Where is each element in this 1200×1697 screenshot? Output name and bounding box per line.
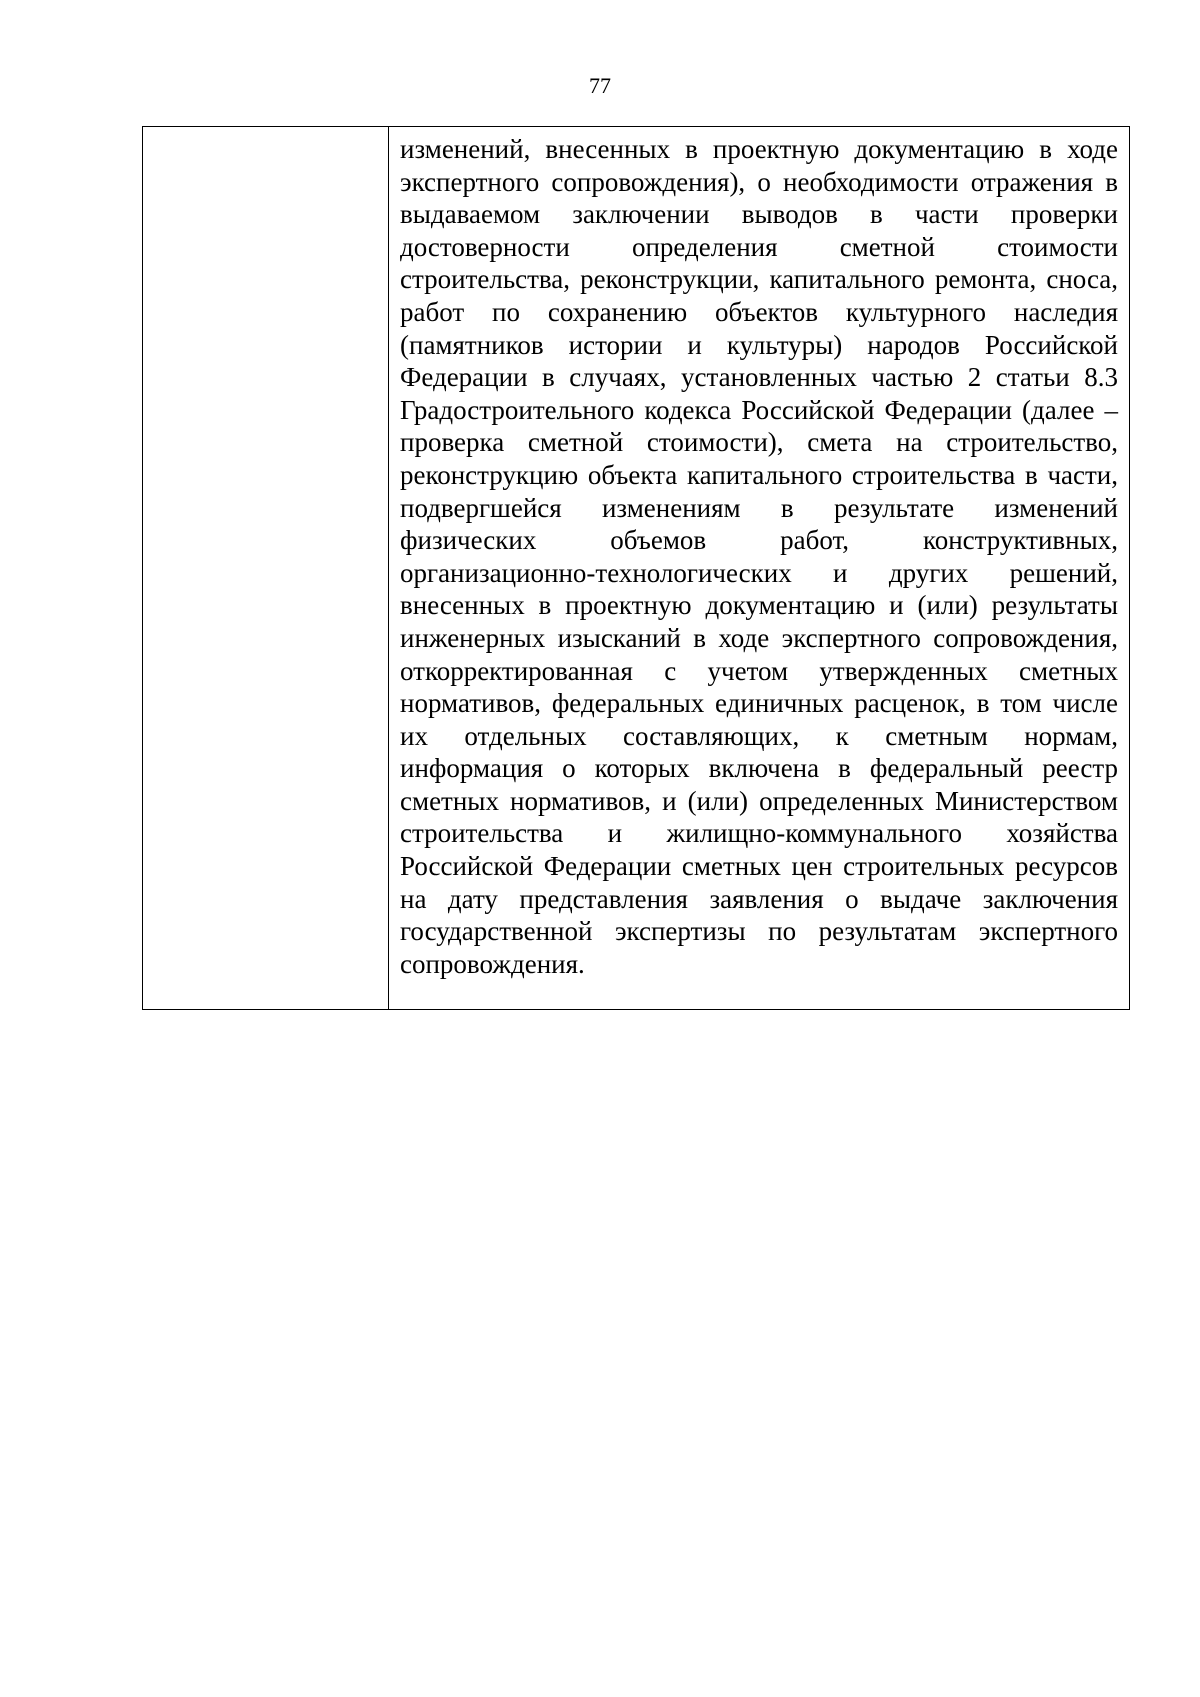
page-number: 77 xyxy=(589,73,611,98)
table-cell-right xyxy=(389,127,1129,1009)
table-cell-left xyxy=(143,127,389,1009)
cell-paragraph: изменений, внесенных в проектную документацию в ходе экспертного сопровождения), о необходимости отражения в выдаваемом заключении выводов в части проверки достоверности определения сметной стоимости строительства, реконструкции, капитального ремонта, сноса, работ по сохранению объектов культурного наследия (памятников истории и культуры) народов Российской Федерации в случаях, установленных частью 2 статьи 8.3 Градостроительного кодекса Российской Федерации (далее – проверка сметной стоимости), смета на строительство, реконструкцию объекта капитального строительства в части, подвергшейся изменениям в результате изменений физических объемов работ, конструктивных, организационно-технологических и других решений, внесенных в проектную документацию и (или) результаты инженерных изысканий в ходе экспертного сопровождения, откорректированная с учетом утвержденных сметных нормативов, федеральных единичных расценок, в том числе их отдельных составляющих, к сметным нормам, информация о которых включена в федеральный реестр сметных нормативов, и (или) определенных Министерством строительства и жилищно-коммунального хозяйства Российской Федерации сметных цен строительных ресурсов на дату представления заявления о выдаче заключения государственной экспертизы по результатам экспертного сопровождения. xyxy=(400,134,1118,979)
document-table xyxy=(142,126,1130,1010)
